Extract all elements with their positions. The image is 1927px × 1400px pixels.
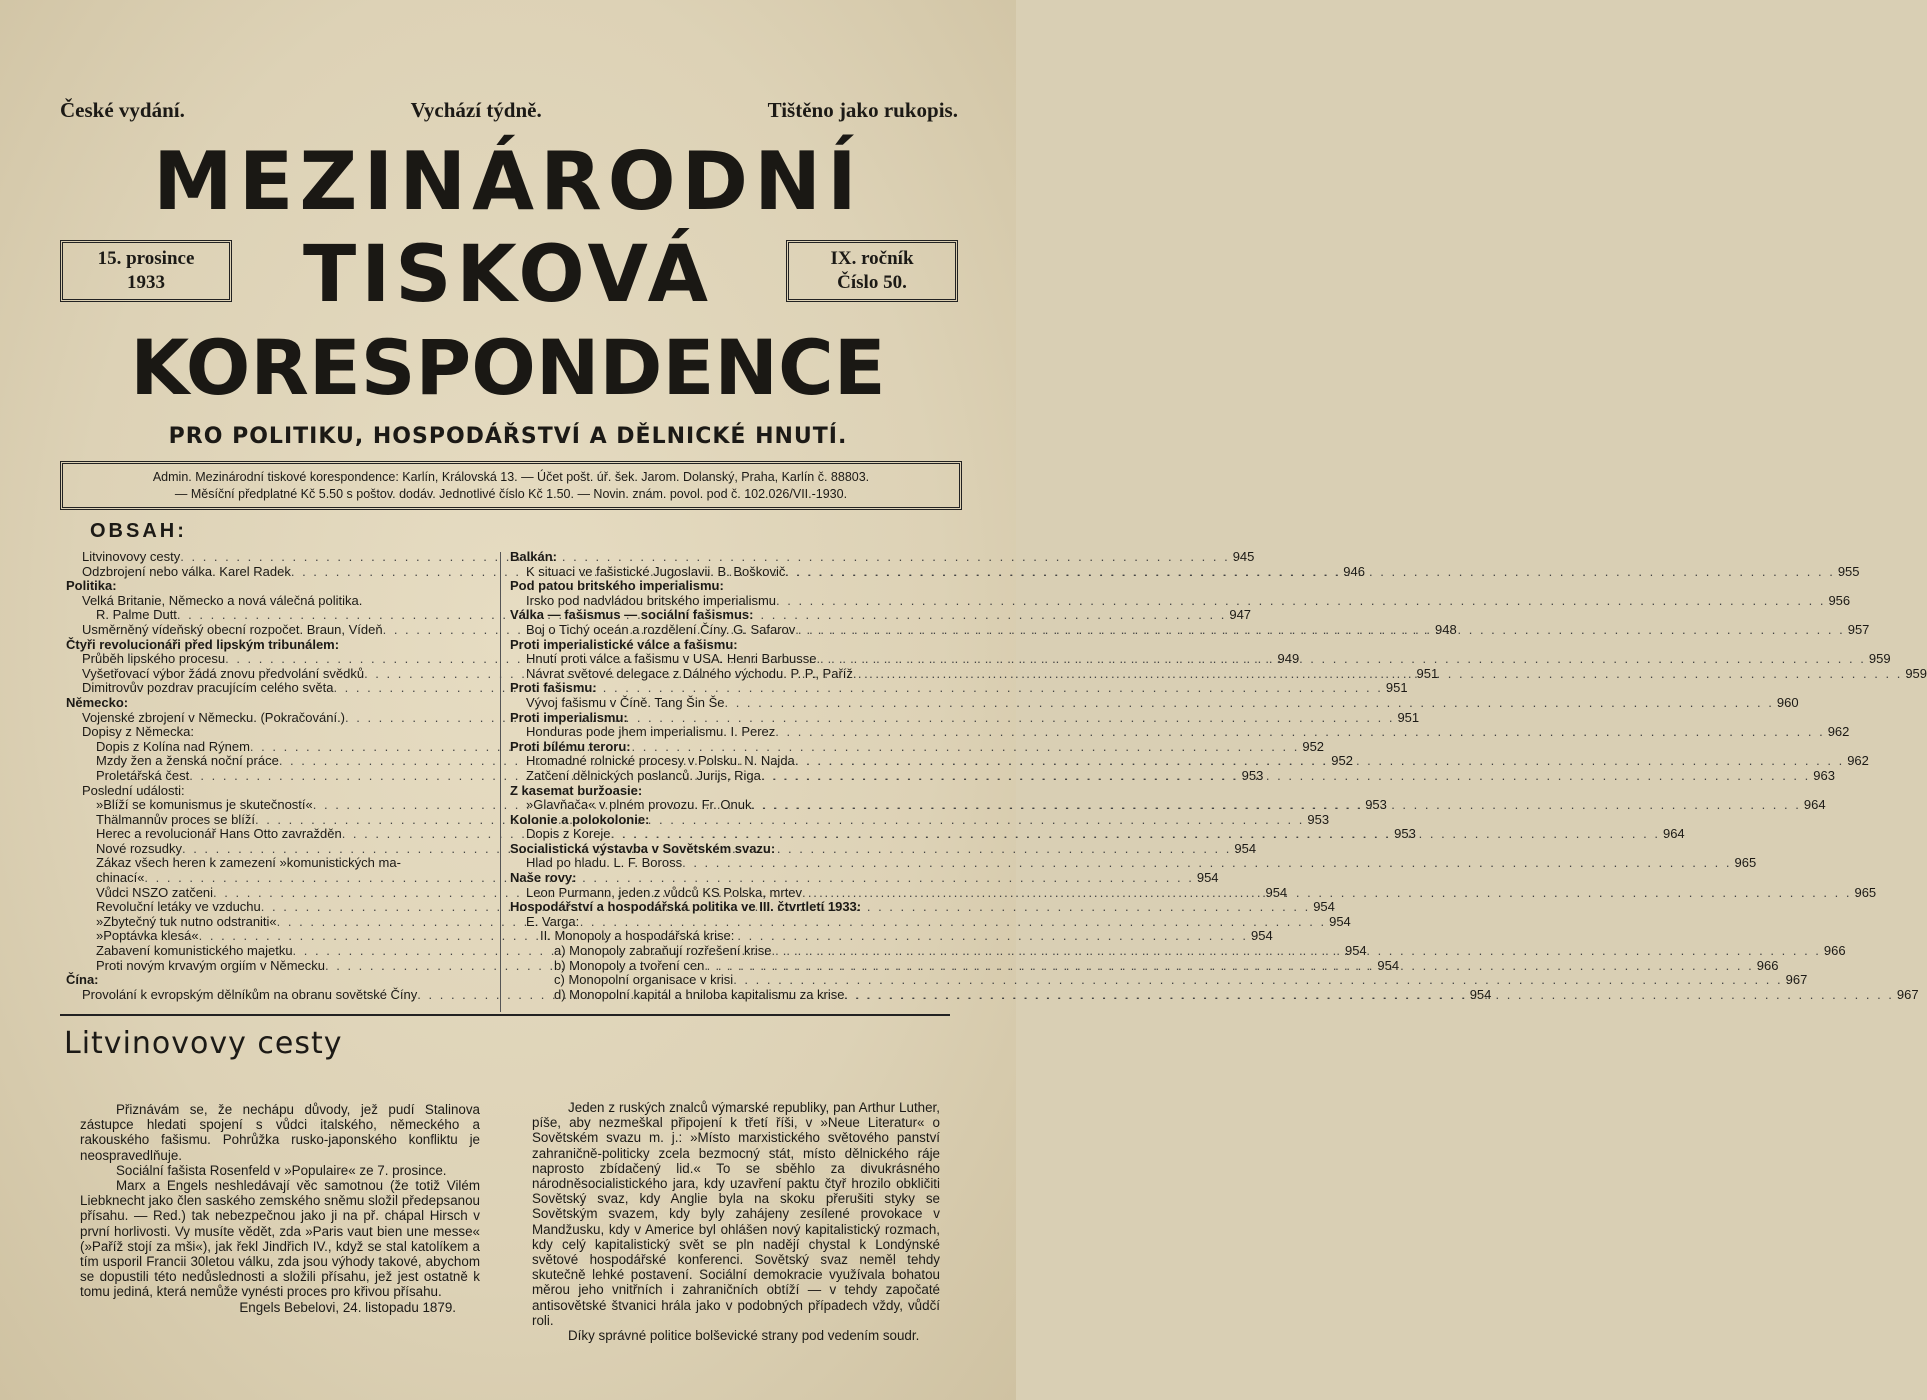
contents-entry-title: Naše rovy:	[510, 870, 577, 886]
contents-section-heading	[510, 740, 942, 755]
contents-entry-page: 965	[1734, 855, 1757, 871]
contents-entry-title: Leon Purmann, jeden z vůdců KS Polska, mrtev	[526, 884, 803, 900]
contents-entry-page: 953	[1307, 811, 1330, 827]
contents-entry-title: Herec a revolucionář Hans Otto zavražděn	[96, 826, 342, 842]
contents-entry-page: 954	[1377, 957, 1400, 973]
dot-leader	[724, 696, 1773, 711]
contents-entry-title: R. Palme Dutt	[96, 607, 177, 623]
contents-entry-title: Dopisy z Německa:	[82, 724, 194, 740]
contents-entry-title: chinací«	[96, 870, 145, 886]
contents-entry-title: Pod patou britského imperialismu:	[510, 578, 724, 594]
dot-leader	[845, 988, 1894, 1003]
contents-section-heading	[510, 711, 942, 726]
contents-section-heading	[66, 696, 494, 711]
contents-entry	[510, 915, 942, 930]
contents-entry-page: 967	[1785, 972, 1808, 988]
contents-entry	[510, 694, 1799, 711]
contents-entry-title: Provolání k evropským dělníkům na obranu sovětské Číny	[82, 986, 418, 1002]
contents-section-heading	[510, 579, 942, 594]
contents-entry-title: Kolonie a polokolonie:	[510, 811, 650, 827]
contents-heading: OBSAH:	[90, 520, 187, 542]
contents-entry-title: b) Monopoly a tvoření cen	[554, 957, 705, 973]
contents-entry-title: Hlad po hladu. L. F. Boross	[526, 855, 683, 871]
masthead-subtitle: PRO POLITIKU, HOSPODÁŘSTVÍ A DĚLNICKÉ HNUTÍ.	[168, 424, 848, 449]
contents-entry-title: Proti fašismu:	[510, 680, 597, 696]
masthead-title-line1: MEZINÁRODNÍ	[153, 135, 863, 228]
contents-entry-title: Socialistická výstavba v Sovětském svazu:	[510, 840, 776, 856]
contents-section-heading	[510, 871, 942, 886]
contents-entry-page: 953	[1394, 826, 1416, 842]
contents-entry-title: Z kasemat buržoasie:	[510, 782, 643, 798]
contents-entry-page: 948	[1435, 621, 1457, 637]
contents-entry-page: 949	[1277, 651, 1300, 667]
contents-entry-page: 947	[1229, 607, 1252, 623]
dot-leader	[775, 725, 1824, 740]
admin-line-2: — Měsíční předplatné Kč 5.50 s poštov. dodáv. Jednotlivé číslo Kč 1.50. — Novin. znám. povol. pod č. 102.026/VII.-1930.	[174, 486, 848, 501]
contents-entry-title: Usměrněný vídeňský obecní rozpočet. Braun, Vídeň	[82, 621, 383, 637]
issue-number: Číslo 50.	[837, 271, 907, 293]
section-rule	[60, 1014, 950, 1016]
contents-entry-page: 952	[1302, 738, 1325, 754]
contents-entry-title: Návrat světové delegace z Dálného východu. P. P., Paříž	[526, 665, 853, 681]
contents-entry-page: 965	[1854, 884, 1877, 900]
dot-leader	[795, 623, 1844, 638]
contents-entry-page: 959	[1905, 665, 1927, 681]
masthead-title-line2: TISKOVÁ	[303, 230, 713, 320]
contents-entry	[510, 724, 1850, 740]
contents-entry-page: 963	[1813, 767, 1835, 783]
admin-info-box	[60, 461, 962, 510]
contents-section-heading	[66, 973, 494, 988]
contents-entry	[66, 784, 494, 799]
contents-entry	[510, 929, 942, 944]
contents-section-heading	[510, 813, 942, 828]
dot-leader	[761, 769, 1810, 784]
contents-entry-title: Nové rozsudky	[96, 840, 182, 856]
contents-section-heading	[510, 638, 942, 653]
contents-entry-title: Válka — fašismus — sociální fašismus:	[510, 607, 754, 623]
contents-entry-title: Proti imperialistické válce a fašismu:	[510, 636, 738, 652]
dot-leader	[733, 973, 1782, 988]
date-day: 15. prosince	[97, 248, 195, 269]
article-paragraph: Sociální fašista Rosenfeld v »Populaire« ze 7. prosince.	[116, 1162, 447, 1178]
contents-entry-page: 955	[1837, 563, 1860, 579]
dot-leader	[785, 565, 1834, 580]
contents-entry-title: Vyšetřovací výbor žádá znovu předvolání svědků	[82, 665, 365, 681]
contents-entry-page: 964	[1803, 797, 1826, 813]
contents-entry-page: 954	[1251, 928, 1273, 944]
contents-entry-page: 957	[1847, 621, 1870, 637]
masthead-topline	[60, 98, 958, 123]
contents-entry-title: Dopis z Kolína nad Rýnem	[96, 738, 250, 754]
contents-section-heading	[510, 900, 942, 915]
contents-entry-title: Vojenské zbrojení v Německu. (Pokračování.)	[82, 709, 346, 725]
contents-entry-title: Dopis z Koreje	[526, 826, 611, 842]
contents-entry-page: 954	[1469, 986, 1492, 1002]
contents-entry	[510, 855, 1757, 871]
contents-entry-page: 954	[1313, 899, 1335, 915]
contents-entry-title: Zákaz všech heren k zamezení »komunistických ma-	[96, 855, 401, 871]
dot-leader	[611, 827, 1660, 842]
dot-leader	[802, 886, 1851, 901]
contents-section-heading	[510, 842, 942, 857]
column-divider	[500, 552, 501, 1012]
contents-entry-title: »Poptávka klesá«	[96, 928, 199, 944]
contents-entry-title: a) Monopoly zabraňují rozřešení krise	[554, 943, 772, 959]
contents-entry-page: 954	[1344, 943, 1367, 959]
contents-entry-title: Honduras pode jhem imperialismu. I. Perez	[526, 724, 776, 740]
contents-entry-title: Proti bílému teroru:	[510, 738, 631, 754]
issue-volume: IX. ročník	[830, 248, 914, 269]
contents-entry-page: 952	[1331, 753, 1353, 769]
contents-entry-title: Proti imperialismu:	[510, 709, 628, 725]
contents-entry-title: d) Monopolní kapitál a hniloba kapitalismu za krise	[554, 986, 845, 1002]
contents-entry-title: Čína:	[66, 972, 99, 988]
frequency-label: Vychází týdně.	[410, 98, 542, 122]
contents-entry-page: 953	[1365, 797, 1387, 813]
contents-entry-page: 951	[1397, 709, 1420, 725]
contents-entry-title: Hospodářství a hospodářská politika ve III. čtvrtletí 1933:	[510, 899, 862, 915]
contents-entry-title: Boj o Tichý oceán a rozdělení Číny. G. Safarov	[526, 621, 796, 637]
contents-entry-title: Velká Britanie, Německo a nová válečná politika.	[82, 592, 363, 608]
contents-entry-title: E. Varga:	[526, 913, 580, 929]
contents-entry-page: 962	[1827, 724, 1850, 740]
contents-entry	[66, 856, 494, 871]
contents-entry-title: Revoluční letáky ve vzduchu	[96, 899, 261, 915]
contents-entry-title: Dimitrovův pozdrav pracujícím celého světa	[82, 680, 334, 696]
article-paragraph: Jeden z ruských znalců výmarské republiky, pan Arthur Luther, píše, aby nezmeškal připojení k třetí říši, v »Neue Literatur« o Sovětském svazu m. j.: »Místo marxistického světového panství zahraničně-politicky zcela bezmocný stát, místo dělnického ráje naprosto zbídačený lid.« To se sběhlo za divukrásného národněsocialistického jara, kdy uzavření paktu čtyř hrozilo obkličiti Sovětský svaz, kdy Anglie byla na skoku přerušiti styky se Sovětským svazem, kdy byly zahájeny zesílené provokace v Mandžusku, kdy v Americe byl ohlášen nový kapitalistický rozmach, kdy celý kapitalistický svět se pln nadějí chystal k Londýnské světové hospodářské konferenci. Sovětský svaz neměl tehdy skutečně lehké postavení. Sociální demokracie využívala bohatou měrou jeho vnitřních i zahraničních obtíží — v tehdy započaté antisovětské štvanici hrála jako v podobných případech vždy, vůdčí roli.	[532, 1100, 940, 1328]
article-paragraph: Marx a Engels neshledávají věc samotnou (že totiž Vilém Liebknecht jako člen saského zemského sněmu složil předepsanou přísahu. — Red.) tak nebezpečnou jako ji na př. chápal Hirsch v první horlivosti. Vy musíte vědět, zda »Paris vaut bien une messe« (»Paříž stojí za mši«), jak řekl Jindřich IV., když se stal katolíkem a tím usporil Francii 30letou válku, zda jsou výhody takové, abychom se dopustili této nedůslednosti a složili přísahu, jež jest ostatně k tomu jediná, která nemůže vynésti proces pro křivou přísahu.	[80, 1178, 480, 1300]
contents-entry-page: 954	[1329, 913, 1351, 929]
contents-entry-title: Průběh lipského procesu	[82, 651, 226, 667]
article-right-column	[532, 1100, 940, 1343]
contents-entry-title: Proletářská čest	[96, 767, 190, 783]
contents-entry-title: Hnutí proti válce a fašismu v USA. Henri Barbusse	[526, 651, 817, 667]
date-year: 1933	[127, 271, 165, 293]
article-paragraph: Přiznávám se, že nechápu důvody, jež pudí Stalinova zástupce hledati spojení s vůdci italského, německého a rakouského fašismu. Pohrůžka rusko-japonského konfliktu je neospravedlňuje.	[80, 1102, 480, 1163]
contents-entry-page: 946	[1343, 563, 1365, 579]
dot-leader	[682, 856, 1731, 871]
contents-entry	[510, 592, 1851, 609]
contents-entry-title: K situaci ve fašistické Jugoslavii. B. Boškovič	[526, 563, 786, 579]
contents-entry	[66, 594, 494, 609]
contents-entry-page: 966	[1823, 943, 1846, 959]
contents-entry-title: Čtyři revolucionáři před lipským tribunálem:	[66, 636, 340, 652]
contents-entry-title: Balkán:	[510, 549, 557, 564]
contents-entry-title: Německo:	[66, 694, 129, 710]
contents-entry-title: Poslední události:	[82, 782, 185, 798]
contents-entry-title: Zatčení dělnických poslanců. Jurijs, Riga	[526, 767, 761, 783]
contents-entry	[66, 725, 494, 740]
contents-section-heading	[510, 550, 942, 565]
contents-entry-page: 967	[1896, 986, 1919, 1002]
contents-entry-page: 951	[1416, 665, 1439, 681]
dot-leader	[816, 652, 1865, 667]
contents-entry-page: 951	[1385, 680, 1408, 696]
contents-entry-page: 956	[1828, 592, 1851, 608]
contents-entry-title: »Zbytečný tuk nutno odstraniti«	[96, 913, 277, 929]
print-note: Tištěno jako rukopis.	[767, 98, 958, 122]
issue-box	[786, 240, 958, 302]
contents-entry-title: Zabavení komunistického majetku	[96, 943, 293, 959]
contents-section-heading	[510, 681, 942, 696]
contents-section-heading	[510, 608, 942, 623]
date-box	[60, 240, 232, 302]
article-left-column	[80, 1102, 480, 1315]
article-signature: Engels Bebelovi, 24. listopadu 1879.	[239, 1299, 456, 1315]
contents-section-heading	[510, 784, 942, 799]
contents-entry-page: 954	[1265, 884, 1288, 900]
contents-section-heading	[66, 579, 494, 594]
contents-entry-title: Proti novým krvavým orgiím v Německu	[96, 957, 325, 973]
contents-entry-title: II. Monopoly a hospodářská krise:	[540, 928, 735, 944]
dot-leader	[795, 754, 1844, 769]
admin-line-1: Admin. Mezinárodní tiskové korespondence: Karlín, Královská 13. — Účet pošt. úř. šek. Jarom. Dolanský, Praha, Karlín č. 88803.	[152, 470, 870, 484]
article-title: Litvinovovy cesty	[64, 1026, 343, 1061]
contents-entry	[510, 972, 1808, 988]
masthead-title-line3: KORESPONDENCE	[130, 323, 886, 412]
dot-leader	[776, 594, 1825, 609]
contents-entry-title: Litvinovovy cesty	[82, 549, 181, 564]
article-paragraph: Díky správné politice bolševické strany pod vedením soudr.	[568, 1328, 920, 1344]
dot-leader	[751, 798, 1800, 813]
contents-entry-title: Vůdci NSZO zatčeni	[96, 884, 214, 900]
contents-entry-title: Vývoj fašismu v Číně. Tang Šin Še	[526, 694, 725, 710]
contents-entry-title: Mzdy žen a ženská noční práce	[96, 753, 279, 769]
contents-entry-title: c) Monopolní organisace v krisi	[554, 972, 734, 988]
dot-leader	[704, 959, 1753, 974]
contents-entry-page: 953	[1241, 767, 1264, 783]
contents-entry-page: 966	[1756, 957, 1779, 973]
contents-entry-title: Hromadné rolnické procesy v Polsku. N. Najda	[526, 753, 795, 769]
contents-entry-title: »Blíží se komunismus je skutečností«	[96, 797, 313, 813]
contents-entry-title: Odzbrojení nebo válka. Karel Radek	[82, 563, 291, 579]
contents-entry-page: 945	[1232, 549, 1255, 564]
contents-entry-page: 960	[1776, 694, 1799, 710]
contents-entry-title: »Glavňača« v plném provozu. Fr. Onuk	[526, 797, 752, 813]
contents-entry-title: Politika:	[66, 578, 117, 594]
contents-entry-page: 964	[1662, 826, 1685, 842]
contents-entry-page: 954	[1234, 840, 1257, 856]
dot-leader	[772, 944, 1821, 959]
dot-leader	[853, 667, 1902, 682]
contents-entry-page: 954	[1196, 870, 1219, 886]
edition-label: České vydání.	[60, 98, 185, 122]
contents-entry-title: Irsko pod nadvládou britského imperialismu	[526, 592, 777, 608]
contents-section-heading	[66, 638, 494, 653]
contents-entry-title: Thälmannův proces se blíží	[96, 811, 255, 827]
contents-entry-page: 959	[1868, 651, 1891, 667]
contents-entry-page: 962	[1847, 753, 1869, 769]
